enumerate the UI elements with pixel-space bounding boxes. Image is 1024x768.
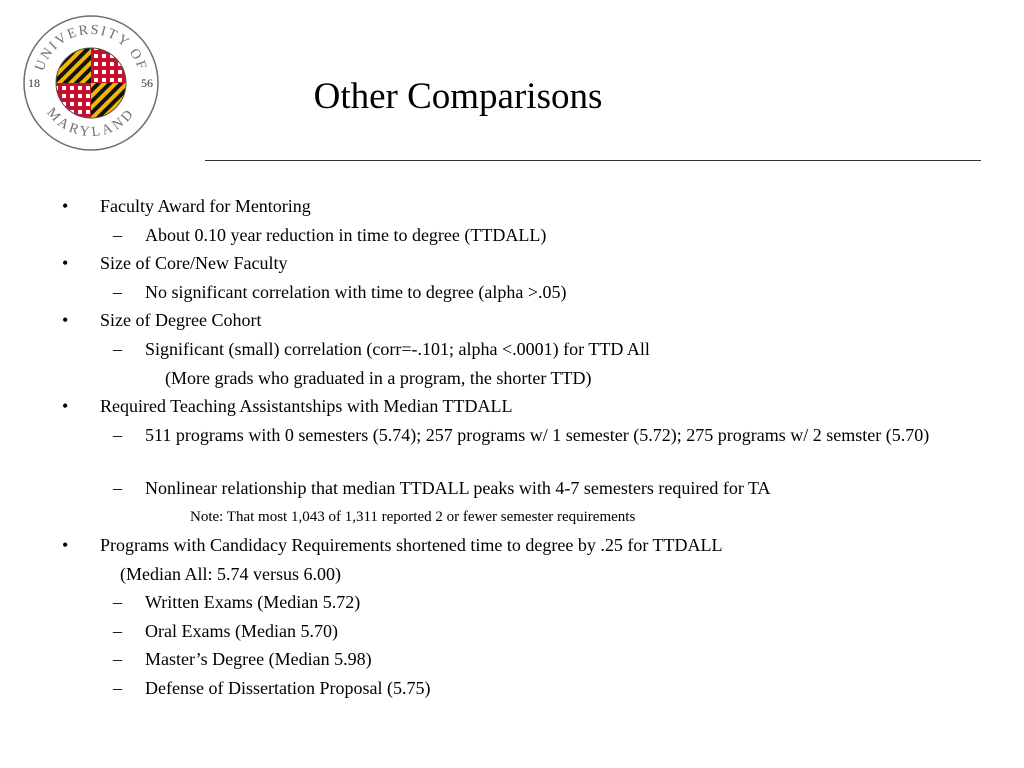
- sub-text: Written Exams (Median 5.72): [145, 592, 361, 612]
- sub-text: 511 programs with 0 semesters (5.74); 257 programs w/ 1 semester (5.72); 275 programs w/ 2 semster (5.70): [145, 425, 930, 445]
- sub-item: [0, 335, 1024, 363]
- sub-text: Significant (small) correlation (corr=-.101; alpha <.0001) for TTD All: [145, 339, 650, 359]
- list-item: [0, 531, 1024, 559]
- bullet-marker: •: [62, 196, 69, 216]
- bullet-text: Faculty Award for Mentoring: [100, 196, 311, 216]
- sub-item: [0, 278, 1024, 306]
- dash-marker: –: [113, 339, 122, 359]
- bullet-marker: •: [62, 396, 69, 416]
- bullet-text: Programs with Candidacy Requirements shortened time to degree by .25 for TTDALL: [100, 535, 723, 555]
- sub-text: Master’s Degree (Median 5.98): [145, 649, 372, 669]
- sub-text: Defense of Dissertation Proposal (5.75): [145, 678, 431, 698]
- continuation-text: [0, 364, 1024, 392]
- dash-marker: –: [113, 621, 122, 641]
- sub-item: [0, 674, 1024, 702]
- note-text: [0, 503, 1024, 531]
- dash-marker: –: [113, 592, 122, 612]
- sub-item: [0, 221, 1024, 249]
- bullet-text: Size of Degree Cohort: [100, 310, 262, 330]
- seal-year-left: 18: [28, 76, 40, 90]
- dash-marker: –: [113, 282, 122, 302]
- sub-text: Nonlinear relationship that median TTDALL peaks with 4-7 semesters required for TA: [145, 478, 771, 498]
- seal-bottom-text: MARYLAND: [43, 105, 139, 141]
- continuation-text: [0, 560, 1024, 588]
- dash-marker: –: [113, 225, 122, 245]
- bullet-text: Size of Core/New Faculty: [100, 253, 288, 273]
- continuation-line: (More grads who graduated in a program, the shorter TTD): [165, 368, 592, 388]
- list-item: [0, 306, 1024, 334]
- sub-item: [0, 421, 1024, 473]
- seal-year-right: 56: [141, 76, 153, 90]
- sub-item: [0, 588, 1024, 616]
- bullet-marker: •: [62, 253, 69, 273]
- sub-text: No significant correlation with time to degree (alpha >.05): [145, 282, 567, 302]
- bullet-marker: •: [62, 310, 69, 330]
- sub-text: Oral Exams (Median 5.70): [145, 621, 338, 641]
- sub-text: About 0.10 year reduction in time to degree (TTDALL): [145, 225, 547, 245]
- continuation-line: (Median All: 5.74 versus 6.00): [120, 564, 341, 584]
- list-item: [0, 192, 1024, 220]
- sub-item: [0, 474, 1024, 502]
- sub-item: [0, 617, 1024, 645]
- sub-item: [0, 645, 1024, 673]
- dash-marker: –: [113, 478, 122, 498]
- list-item: [0, 392, 1024, 420]
- list-item: [0, 249, 1024, 277]
- dash-marker: –: [113, 678, 122, 698]
- bullet-marker: •: [62, 535, 69, 555]
- dash-marker: –: [113, 425, 122, 445]
- bullet-text: Required Teaching Assistantships with Median TTDALL: [100, 396, 513, 416]
- note-line: Note: That most 1,043 of 1,311 reported 2 or fewer semester requirements: [190, 509, 636, 525]
- dash-marker: –: [113, 649, 122, 669]
- title-divider: [205, 160, 981, 161]
- seal-top-text: UNIVERSITY OF: [32, 22, 150, 74]
- slide-title: Other Comparisons: [313, 76, 603, 117]
